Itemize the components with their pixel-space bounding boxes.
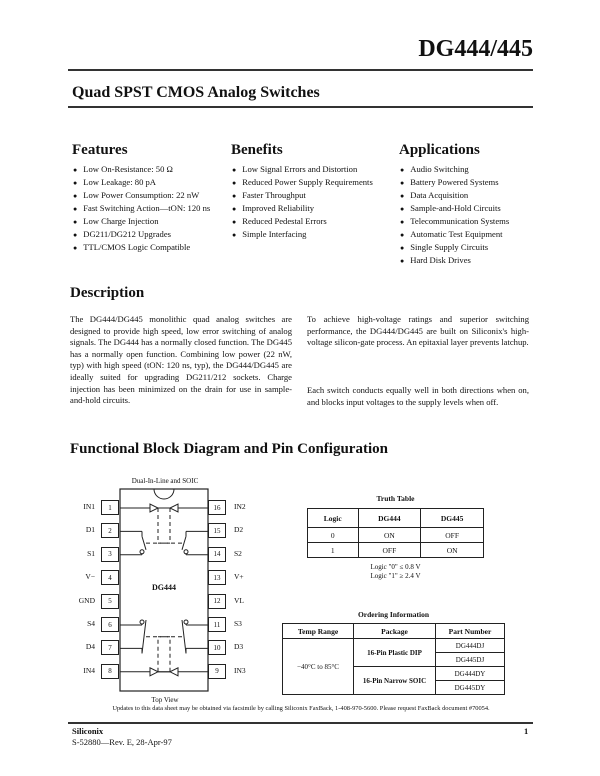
switch-icon: [182, 620, 186, 653]
package-label: Dual-In-Line and SOIC: [131, 477, 199, 485]
part-number: DG444/445: [418, 36, 533, 62]
pin-label: S3: [234, 619, 242, 628]
pin-13: 13: [208, 570, 226, 585]
switch-icon: [142, 536, 146, 549]
view-label: Top View: [151, 696, 179, 704]
pin-label: GND: [78, 595, 95, 605]
footer-doc-number: S-52880—Rev. E, 28-Apr-97: [72, 737, 172, 747]
list-item: ● Low Signal Errors and Distortion: [232, 163, 373, 176]
list-item: ● DG211/DG212 Upgrades: [73, 228, 210, 241]
features-heading: Features: [72, 142, 128, 158]
applications-heading: Applications: [399, 142, 480, 158]
col-header: Logic: [308, 509, 359, 528]
pin-label: V−: [85, 572, 95, 582]
ordering-table: [282, 623, 505, 695]
buffer-icon: [170, 504, 178, 512]
list-item: ● Low Leakage: 80 pA: [73, 176, 210, 189]
col-header: Temp Range: [283, 624, 354, 639]
cell: ON: [421, 543, 484, 558]
cell: DG444DJ: [436, 639, 505, 653]
pin-9: 9: [208, 664, 226, 679]
pin-label: S4: [87, 619, 95, 628]
description-heading: Description: [70, 285, 145, 301]
switch-contact: [140, 550, 144, 554]
cell: OFF: [421, 528, 484, 543]
pin-15: 15: [208, 523, 226, 538]
pin-label: IN2: [234, 502, 246, 511]
footer-company: Siliconix: [72, 726, 104, 736]
pin-11: 11: [208, 617, 226, 632]
page-title: Quad SPST CMOS Analog Switches: [72, 84, 320, 101]
buffer-icon: [150, 504, 158, 512]
list-item: ● Reduced Power Supply Requirements: [232, 176, 373, 189]
pin-label: D4: [85, 642, 95, 652]
col-header: Package: [354, 624, 436, 639]
updates-note: Updates to this data sheet may be obtained via facsimile by calling Siliconix FaxBack, 1-408-970-5600. Please request FaxBack document #70054.: [112, 705, 490, 712]
pin-label: D1: [85, 525, 95, 535]
pin-16: 16: [208, 500, 226, 515]
table-row: [308, 528, 484, 543]
pin-label: IN3: [234, 665, 246, 675]
cell: OFF: [358, 543, 421, 558]
pin-label: D3: [234, 642, 244, 652]
pin-7: 7: [101, 640, 119, 655]
benefits-list: [232, 163, 373, 241]
switch-contact: [184, 550, 188, 554]
switch-icon: [182, 536, 186, 549]
list-item: ● Battery Powered Systems: [400, 176, 509, 189]
list-item: ● Hard Disk Drives: [400, 254, 509, 267]
description-paragraph: Each switch conducts equally well in both directions when on, and blocks input voltages to the supply levels when off.: [307, 385, 529, 407]
cell: 16-Pin Plastic DIP: [354, 639, 436, 667]
list-item: ● Data Acquisition: [400, 189, 509, 202]
list-item: ● Low Power Consumption: 22 nW: [73, 189, 210, 202]
truth-table: [307, 508, 484, 558]
benefits-heading: Benefits: [231, 142, 283, 158]
pin-label: IN1: [83, 502, 95, 511]
list-item: ● Faster Throughput: [232, 189, 373, 202]
pin-label: IN4: [83, 665, 95, 675]
cell: 1: [308, 543, 359, 558]
cell: 16-Pin Narrow SOIC: [354, 667, 436, 695]
truth-table-title: Truth Table: [376, 494, 415, 503]
list-item: ● TTL/CMOS Logic Compatible: [73, 241, 210, 254]
switch-contact: [140, 620, 144, 624]
pin-label: VL: [234, 595, 244, 605]
pin-3: 3: [101, 547, 119, 562]
pin-6: 6: [101, 617, 119, 632]
col-header: DG445: [421, 509, 484, 528]
pin-label: S2: [234, 548, 242, 558]
logic-note: Logic "0" ≤ 0.8 V: [370, 563, 421, 571]
divider: [68, 106, 533, 108]
cell: DG445DY: [436, 681, 505, 695]
table-row: [308, 543, 484, 558]
footer-divider: [68, 722, 533, 724]
pin-12: 12: [208, 594, 226, 609]
list-item: ● Single Supply Circuits: [400, 241, 509, 254]
cell: DG444DY: [436, 667, 505, 681]
logic-notes: [307, 563, 484, 581]
pin-label: V+: [234, 572, 244, 582]
list-item: ● Audio Switching: [400, 163, 509, 176]
pin-1: 1: [101, 500, 119, 515]
description-paragraph: The DG444/DG445 monolithic quad analog switches are designed to provide high speed, low error switching of analog signals. The DG444 has a normally closed function. The DG445 has a normally open function. Combining low power (22 nW, typ) with high speed (tON: 120 ns, typ), the DG444/DG445 are ideally suited for upgrading DG211/212 sockets. Charge injection has been minimized on the drain for use in sample-and-hold circuits.: [70, 314, 292, 406]
pin-14: 14: [208, 547, 226, 562]
cell: −40°C to 85°C: [283, 639, 354, 695]
list-item: ● Simple Interfacing: [232, 228, 373, 241]
buffer-icon: [150, 668, 158, 676]
divider: [68, 69, 533, 71]
col-header: DG444: [358, 509, 421, 528]
features-list: [73, 163, 210, 254]
list-item: ● Low Charge Injection: [73, 215, 210, 228]
logic-note: Logic "1" ≥ 2.4 V: [370, 572, 421, 580]
col-header: Part Number: [436, 624, 505, 639]
cell: DG445DJ: [436, 653, 505, 667]
list-item: ● Telecommunication Systems: [400, 215, 509, 228]
pin-4: 4: [101, 570, 119, 585]
pin-label: S1: [87, 548, 95, 558]
pin-10: 10: [208, 640, 226, 655]
ordering-title: Ordering Information: [357, 610, 430, 619]
pin-8: 8: [101, 664, 119, 679]
applications-list: [400, 163, 509, 267]
pin-label: D2: [234, 525, 244, 535]
cell: ON: [358, 528, 421, 543]
buffer-icon: [170, 668, 178, 676]
description-paragraph: To achieve high-voltage ratings and superior switching performance, the DG444/DG445 are built on Siliconix's high-voltage silicon-gate process. An epitaxial layer prevents latchup.: [307, 314, 529, 348]
switch-contact: [184, 620, 188, 624]
chip-label: DG444: [152, 583, 176, 592]
switch-icon: [142, 620, 146, 653]
cell: 0: [308, 528, 359, 543]
pin-2: 2: [101, 523, 119, 538]
list-item: ● Sample-and-Hold Circuits: [400, 202, 509, 215]
diagram-heading: Functional Block Diagram and Pin Configuration: [70, 441, 388, 457]
page-number: 1: [524, 726, 529, 736]
list-item: ● Reduced Pedestal Errors: [232, 215, 373, 228]
list-item: ● Improved Reliability: [232, 202, 373, 215]
list-item: ● Low On-Resistance: 50 Ω: [73, 163, 210, 176]
pin-5: 5: [101, 594, 119, 609]
list-item: ● Automatic Test Equipment: [400, 228, 509, 241]
list-item: ● Fast Switching Action—tON: 120 ns: [73, 202, 210, 215]
